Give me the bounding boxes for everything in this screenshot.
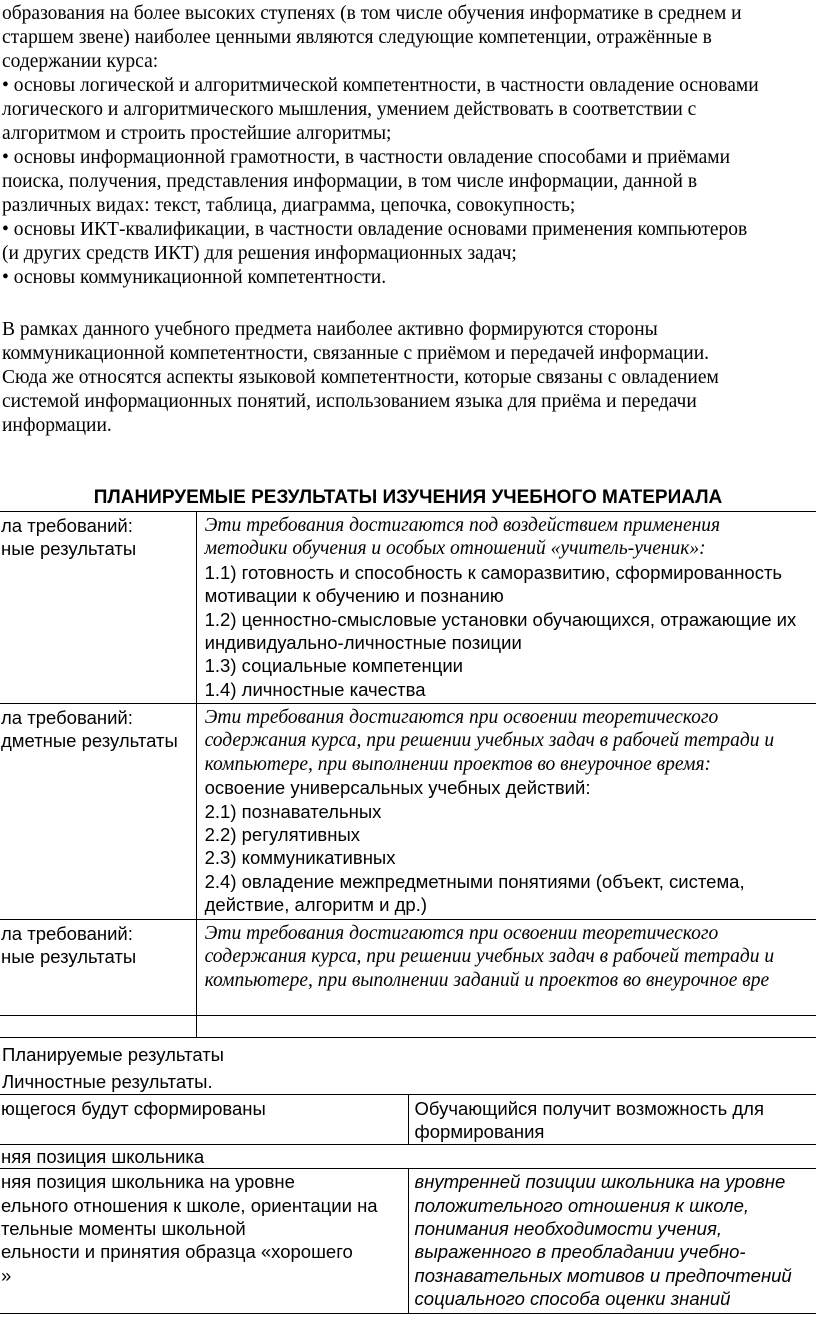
intro-line: логического и алгоритмического мышления, умением действовать в соответствии с — [2, 99, 697, 120]
requirement-item: индивидуально-личностные позиции — [204, 632, 522, 654]
requirement-item: 1.4) личностные качества — [204, 678, 426, 700]
requirement-note: содержания курса, при решении учебных задач в рабочей тетради и — [204, 730, 775, 752]
intro-line: • основы информационной грамотности, в частности овладение способами и приёмами — [2, 147, 731, 168]
requirement-note: компьютере, при выполнении заданий и проектов во внеурочное вре — [204, 969, 770, 991]
requirement-type-label: ла требований: — [1, 707, 133, 728]
requirement-item: 1.3) социальные компетенции — [204, 655, 464, 677]
requirements-empty-row — [0, 1016, 816, 1038]
personal-results-table — [0, 1094, 816, 1314]
requirement-note: Эти требования достигаются при освоении теоретического — [204, 923, 719, 944]
left-line: » — [1, 1264, 12, 1286]
right-line: познавательных мотивов и предпочтений — [414, 1264, 792, 1286]
intro-line: (и других средств ИКТ) для решения информационных задач; — [2, 243, 517, 264]
requirement-note: Эти требования достигаются под воздействием применения — [204, 515, 721, 536]
requirement-item: действие, алгоритм и др.) — [204, 894, 428, 916]
left-line: няя позиция школьника на уровне — [1, 1171, 295, 1193]
paragraph-line: информации. — [2, 415, 112, 436]
requirement-note: методики обучения и особых отношений «учитель-ученик»: — [204, 538, 706, 560]
requirement-item: освоение универсальных учебных действий: — [204, 777, 591, 799]
intro-line: образования на более высоких ступенях (в том числе обучения информатике в среднем и — [2, 3, 742, 24]
personal-results-title: Личностные результаты. — [2, 1071, 213, 1092]
requirement-item: 2.3) коммуникативных — [204, 847, 396, 869]
left-line: ельного отношения к школе, ориентации на — [1, 1194, 378, 1216]
left-line: тельные моменты школьной — [1, 1218, 246, 1240]
requirement-note: Эти требования достигаются при освоении теоретического — [204, 707, 719, 728]
paragraph-line: В рамках данного учебного предмета наиболее активно формируются стороны — [2, 319, 658, 340]
intro-line: • основы коммуникационной компетентности. — [2, 267, 387, 288]
requirement-type-cell — [0, 512, 196, 704]
intro-line: • основы логической и алгоритмической компетентности, в частности овладение основами — [2, 75, 759, 96]
right-line: выраженного в преобладании учебно- — [414, 1241, 746, 1263]
paragraph-line: коммуникационной компетентности, связанные с приёмом и передачей информации. — [2, 343, 710, 364]
requirements-row — [0, 512, 816, 704]
right-line: понимания необходимости учения, — [414, 1218, 722, 1240]
requirement-type-label: ла требований: — [1, 515, 133, 536]
requirement-type-label: ла требований: — [1, 923, 133, 944]
intro-line: различных видах: текст, таблица, диаграмма, цепочка, совокупность; — [2, 195, 576, 216]
header-line: Обучающийся получит возможность для — [414, 1098, 764, 1119]
intro-line: старшем звене) наиболее ценными являются следующие компетенции, отражённые в — [2, 27, 712, 48]
planned-results-title: Планируемые результаты — [2, 1044, 224, 1065]
requirement-description-cell — [196, 920, 816, 1016]
requirement-type-label: дметные результаты — [1, 730, 178, 752]
left-line: ельности и принятия образца «хорошего — [1, 1241, 353, 1263]
requirement-type-label: ные результаты — [1, 538, 137, 560]
intro-line: поиска, получения, представления информации, в том числе информации, данной в — [2, 171, 698, 192]
header-line: формирования — [414, 1121, 545, 1143]
table2-section-row: няя позиция школьника — [0, 1144, 816, 1168]
right-line: внутренней позиции школьника на уровне — [414, 1171, 786, 1193]
intro-line: • основы ИКТ-квалификации, в частности овладение основами применения компьютеров — [2, 219, 748, 240]
requirement-note: компьютере, при выполнении проектов во внеурочное время: — [204, 753, 712, 775]
intro-line: содержании курса: — [2, 51, 159, 72]
requirements-row — [0, 704, 816, 920]
requirement-item: 1.1) готовность и способность к саморазвитию, сформированность — [204, 561, 783, 583]
right-line: социального способа оценки знаний — [414, 1288, 731, 1310]
requirements-row — [0, 920, 816, 1016]
requirements-table — [0, 511, 816, 1038]
table2-header-right — [408, 1095, 816, 1145]
requirement-type-cell — [0, 704, 196, 920]
requirement-type-label: ные результаты — [1, 946, 137, 968]
section-heading: ПЛАНИРУЕМЫЕ РЕЗУЛЬТАТЫ ИЗУЧЕНИЯ УЧЕБНОГО МАТЕРИАЛА — [93, 487, 723, 508]
paragraph-line: системой информационных понятий, использованием языка для приёма и передачи — [2, 391, 697, 412]
requirement-item: мотивации к обучению и познанию — [204, 585, 504, 607]
table2-right-cell — [408, 1169, 816, 1313]
table2-header-left: ющегося будут сформированы — [0, 1095, 408, 1145]
requirement-item: 1.2) ценностно-смысловые установки обучающихся, отражающие их — [204, 608, 797, 630]
requirement-item: 2.4) овладение межпредметными понятиями (объект, система, — [204, 870, 745, 892]
requirement-note: содержания курса, при решении учебных задач в рабочей тетради и — [204, 946, 775, 968]
requirement-item: 2.1) познавательных — [204, 800, 382, 822]
right-line: положительного отношения к школе, — [414, 1194, 750, 1216]
requirement-description-cell — [196, 704, 816, 920]
paragraph-line: Сюда же относятся аспекты языковой компетентности, которые связаны с овладением — [2, 367, 719, 388]
table2-left-cell — [0, 1169, 408, 1313]
requirement-type-cell — [0, 920, 196, 1016]
intro-line: алгоритмом и строить простейшие алгоритмы; — [2, 123, 392, 144]
requirement-description-cell — [196, 512, 816, 704]
requirement-item: 2.2) регулятивных — [204, 824, 361, 846]
